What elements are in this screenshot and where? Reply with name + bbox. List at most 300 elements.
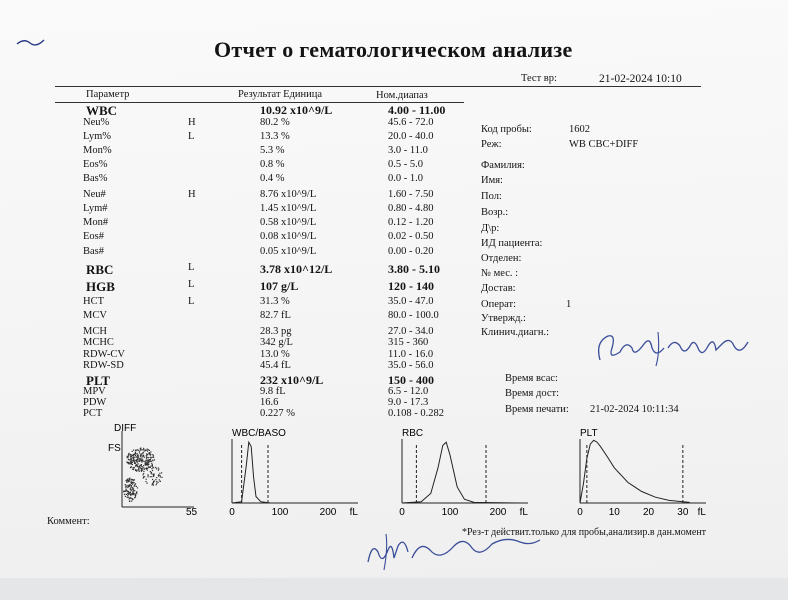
- diff-point: [146, 455, 147, 456]
- row-result: 31.3 %: [260, 296, 290, 307]
- diff-point: [144, 463, 145, 464]
- diff-point: [132, 484, 133, 485]
- info-label: № мес. :: [481, 268, 519, 279]
- info-label: Достав:: [481, 283, 516, 294]
- diff-point: [161, 472, 162, 473]
- diff-point: [138, 455, 139, 456]
- row-result: 13.3 %: [260, 131, 290, 142]
- row-range: 27.0 - 34.0: [388, 326, 434, 337]
- diff-point: [153, 455, 154, 456]
- info-label: Утвержд.:: [481, 313, 526, 324]
- diff-point: [138, 463, 139, 464]
- diff-point: [144, 457, 145, 458]
- diff-point: [125, 487, 126, 488]
- diff-point: [143, 473, 144, 474]
- diff-point: [146, 467, 147, 468]
- row-flag: H: [188, 189, 196, 200]
- column-param: Параметр: [86, 89, 130, 100]
- diff-point: [135, 463, 136, 464]
- diff-point: [133, 460, 134, 461]
- info-label: Код пробы:: [481, 124, 532, 135]
- diff-point: [156, 483, 157, 484]
- diff-point: [135, 483, 136, 484]
- diff-point: [134, 497, 135, 498]
- diff-point: [147, 483, 148, 484]
- diff-point: [129, 494, 130, 495]
- row-param-name: WBC: [86, 103, 118, 118]
- diff-point: [129, 498, 130, 499]
- diff-point: [150, 467, 151, 468]
- row-param-name: Lym#: [83, 203, 108, 214]
- report-title: Отчет о гематологическом анализе: [214, 37, 573, 62]
- diff-point: [130, 492, 131, 493]
- diff-point: [138, 460, 139, 461]
- row-param-name: HGB: [86, 279, 115, 294]
- diff-point: [141, 471, 142, 472]
- row-param-name: Neu%: [83, 117, 110, 128]
- row-range: 0.80 - 4.80: [388, 203, 434, 214]
- diff-point: [139, 452, 140, 453]
- diff-x-end-label: 55: [186, 507, 198, 515]
- row-param-name: RDW-SD: [83, 360, 124, 371]
- diff-point: [136, 459, 137, 460]
- diff-point: [149, 450, 150, 451]
- row-range: 3.0 - 11.0: [388, 145, 428, 156]
- diff-point: [140, 448, 141, 449]
- diff-point: [147, 451, 148, 452]
- diff-point: [143, 448, 144, 449]
- row-result: 28.3 pg: [260, 326, 292, 337]
- row-result: 5.3 %: [260, 145, 285, 156]
- diff-point: [132, 455, 133, 456]
- diff-point: [136, 491, 137, 492]
- row-range: 20.0 - 40.0: [388, 131, 434, 142]
- row-range: 1.60 - 7.50: [388, 189, 434, 200]
- diff-point: [159, 479, 160, 480]
- row-param-name: PDW: [83, 397, 107, 408]
- row-result: 0.4 %: [260, 173, 285, 184]
- row-range: 6.5 - 12.0: [388, 386, 429, 397]
- diff-point: [139, 451, 140, 452]
- row-flag: L: [188, 279, 195, 290]
- doctor-signature: [590, 322, 760, 374]
- bottom-signature: [360, 528, 550, 574]
- diff-point: [134, 479, 135, 480]
- time-label: Время дост:: [505, 388, 560, 399]
- diff-axis-label: FS: [108, 443, 121, 454]
- diff-point: [148, 475, 149, 476]
- row-param-name: Lym%: [83, 131, 111, 142]
- diff-point: [127, 457, 128, 458]
- diff-point: [136, 460, 137, 461]
- diff-point: [136, 471, 137, 472]
- diff-point: [135, 452, 136, 453]
- histogram-tick-label: 200: [319, 507, 337, 517]
- row-param-name: RDW-CV: [83, 349, 125, 360]
- diff-point: [137, 449, 138, 450]
- diff-point: [152, 470, 153, 471]
- diff-point: [128, 493, 129, 494]
- diff-point: [152, 465, 153, 466]
- diff-point: [136, 456, 137, 457]
- histogram-curve: [402, 442, 522, 503]
- diff-scatter-chart: [108, 423, 198, 515]
- info-value: 1602: [569, 124, 590, 135]
- row-flag: H: [188, 117, 196, 128]
- diff-point: [130, 489, 131, 490]
- row-result: 1.45 x10^9/L: [260, 203, 317, 214]
- diff-point: [141, 459, 142, 460]
- diff-point: [139, 466, 140, 467]
- row-param-name: RBC: [86, 262, 114, 277]
- diff-point: [132, 492, 133, 493]
- histogram-title: RBC: [402, 428, 424, 439]
- diff-point: [128, 480, 129, 481]
- diff-point: [158, 470, 159, 471]
- row-param-name: MCH: [83, 326, 107, 337]
- diff-point: [137, 462, 138, 463]
- footnote: *Рез-т действит.только для пробы,анализир.в дан.момент: [462, 527, 707, 538]
- row-result: 3.78 x10^12/L: [260, 262, 333, 276]
- diff-point: [145, 449, 146, 450]
- diff-point: [153, 474, 154, 475]
- diff-point: [151, 476, 152, 477]
- row-result: 45.4 fL: [260, 360, 291, 371]
- plt-histogram: [570, 425, 710, 517]
- diff-point: [136, 464, 137, 465]
- diff-point: [150, 461, 151, 462]
- diff-title: DIFF: [114, 423, 137, 434]
- diff-point: [145, 461, 146, 462]
- diff-point: [146, 460, 147, 461]
- diff-point: [156, 484, 157, 485]
- diff-point: [131, 490, 132, 491]
- row-range: 11.0 - 16.0: [388, 349, 434, 360]
- diff-point: [137, 453, 138, 454]
- diff-point: [128, 459, 129, 460]
- row-result: 13.0 %: [260, 349, 290, 360]
- diff-point: [162, 477, 163, 478]
- diff-point: [126, 480, 127, 481]
- row-result: 0.05 x10^9/L: [260, 246, 317, 257]
- diff-point: [135, 470, 136, 471]
- diff-point: [147, 470, 148, 471]
- histogram-unit-label: fL: [519, 507, 528, 517]
- diff-point: [133, 488, 134, 489]
- diff-point: [125, 484, 126, 485]
- diff-point: [132, 482, 133, 483]
- row-param-name: Eos#: [83, 231, 104, 242]
- diff-point: [134, 457, 135, 458]
- row-param-name: PLT: [86, 373, 111, 388]
- diff-point: [151, 457, 152, 458]
- diff-point: [126, 481, 127, 482]
- diff-point: [135, 455, 136, 456]
- time-value: 21-02-2024 10:11:34: [590, 404, 679, 415]
- row-result: 232 x10^9/L: [260, 373, 324, 387]
- diff-point: [144, 469, 145, 470]
- comment-label: Коммент:: [47, 516, 90, 527]
- histogram-tick-label: 200: [489, 507, 507, 517]
- info-label: Возр.:: [481, 207, 509, 218]
- diff-point: [142, 452, 143, 453]
- row-result: 0.58 x10^9/L: [260, 217, 317, 228]
- row-range: 35.0 - 56.0: [388, 360, 434, 371]
- diff-point: [155, 479, 156, 480]
- row-param-name: Eos%: [83, 159, 108, 170]
- row-result: 0.08 x10^9/L: [260, 231, 317, 242]
- row-result: 16.6: [260, 397, 279, 408]
- diff-point: [150, 466, 151, 467]
- row-result: 0.8 %: [260, 159, 285, 170]
- diff-point: [133, 458, 134, 459]
- diff-point: [149, 452, 150, 453]
- histogram-tick-label: 20: [643, 507, 655, 517]
- diff-point: [130, 495, 131, 496]
- diff-points: [123, 448, 163, 503]
- diff-point: [128, 455, 129, 456]
- diff-point: [129, 454, 130, 455]
- test-time-label: Тест вр:: [521, 73, 557, 84]
- row-result: 82.7 fL: [260, 310, 291, 321]
- info-label: Отделен:: [481, 253, 522, 264]
- diff-point: [128, 485, 129, 486]
- histogram-tick-label: 30: [677, 507, 689, 517]
- diff-point: [145, 481, 146, 482]
- diff-point: [146, 453, 147, 454]
- diff-point: [126, 486, 127, 487]
- diff-point: [131, 485, 132, 486]
- diff-point: [146, 464, 147, 465]
- diff-point: [150, 476, 151, 477]
- header-rule-top: [55, 86, 701, 87]
- row-range: 0.5 - 5.0: [388, 159, 423, 170]
- row-result: 10.92 x10^9/L: [260, 103, 333, 117]
- diff-point: [152, 474, 153, 475]
- diff-point: [148, 464, 149, 465]
- diff-point: [133, 490, 134, 491]
- diff-point: [150, 471, 151, 472]
- column-result: Результат Единица: [238, 89, 323, 100]
- row-range: 80.0 - 100.0: [388, 310, 439, 321]
- histogram-tick-label: 100: [271, 507, 289, 517]
- row-range: 0.0 - 1.0: [388, 173, 423, 184]
- diff-point: [131, 458, 132, 459]
- diff-point: [160, 475, 161, 476]
- diff-point: [141, 457, 142, 458]
- diff-point: [133, 482, 134, 483]
- diff-point: [130, 487, 131, 488]
- diff-point: [127, 462, 128, 463]
- diff-point: [158, 482, 159, 483]
- diff-point: [127, 479, 128, 480]
- diff-point: [155, 467, 156, 468]
- diff-point: [131, 481, 132, 482]
- diff-point: [146, 479, 147, 480]
- row-param-name: Mon%: [83, 145, 112, 156]
- row-param-name: HCT: [83, 296, 104, 307]
- row-param-name: MCHC: [83, 337, 114, 348]
- histogram-unit-label: fL: [697, 507, 706, 517]
- diff-point: [140, 467, 141, 468]
- row-param-name: Mon#: [83, 217, 109, 228]
- diff-point: [143, 455, 144, 456]
- diff-point: [125, 496, 126, 497]
- histogram-curve: [580, 440, 690, 503]
- row-range: 3.80 - 5.10: [388, 262, 440, 276]
- info-label: Д\р:: [481, 223, 500, 234]
- row-range: 4.00 - 11.00: [388, 103, 446, 117]
- diff-point: [139, 471, 140, 472]
- diff-point: [131, 466, 132, 467]
- diff-point: [152, 484, 153, 485]
- row-result: 80.2 %: [260, 117, 290, 128]
- diff-point: [137, 465, 138, 466]
- diff-point: [151, 463, 152, 464]
- diff-point: [142, 449, 143, 450]
- row-range: 0.12 - 1.20: [388, 217, 434, 228]
- diff-point: [153, 476, 154, 477]
- info-value: 1: [566, 299, 572, 310]
- diff-point: [129, 463, 130, 464]
- diff-point: [132, 469, 133, 470]
- diff-point: [138, 468, 139, 469]
- diff-point: [143, 467, 144, 468]
- row-range: 0.00 - 0.20: [388, 246, 434, 257]
- info-label: Реж:: [481, 139, 502, 150]
- diff-point: [159, 475, 160, 476]
- diff-point: [152, 467, 153, 468]
- diff-point: [148, 466, 149, 467]
- row-range: 45.6 - 72.0: [388, 117, 434, 128]
- diff-point: [150, 451, 151, 452]
- diff-point: [156, 477, 157, 478]
- info-label: Операт:: [481, 299, 517, 310]
- diff-point: [133, 457, 134, 458]
- info-value: WB CBC+DIFF: [569, 139, 639, 150]
- diff-point: [152, 464, 153, 465]
- row-range: 9.0 - 17.3: [388, 397, 429, 408]
- wbc-baso-histogram: [222, 425, 362, 517]
- diff-point: [139, 459, 140, 460]
- diff-point: [143, 461, 144, 462]
- row-range: 35.0 - 47.0: [388, 296, 434, 307]
- diff-point: [152, 454, 153, 455]
- row-range: 0.108 - 0.282: [388, 408, 444, 419]
- diff-point: [132, 462, 133, 463]
- diff-point: [138, 458, 139, 459]
- rbc-histogram: [392, 425, 532, 517]
- info-label: Имя:: [481, 175, 503, 186]
- diff-point: [130, 459, 131, 460]
- histogram-tick-label: 0: [399, 507, 405, 517]
- info-label: ИД пациента:: [481, 238, 543, 249]
- time-label: Время печати:: [505, 404, 569, 415]
- diff-point: [140, 456, 141, 457]
- diff-point: [154, 459, 155, 460]
- diff-point: [151, 468, 152, 469]
- row-result: 8.76 x10^9/L: [260, 189, 317, 200]
- diff-point: [150, 455, 151, 456]
- diff-point: [130, 498, 131, 499]
- diff-point: [132, 451, 133, 452]
- row-flag: L: [188, 296, 195, 307]
- diff-point: [126, 494, 127, 495]
- column-range: Ном.диапаз: [376, 90, 428, 101]
- diff-point: [137, 487, 138, 488]
- diff-point: [143, 476, 144, 477]
- diff-point: [143, 474, 144, 475]
- diff-point: [143, 471, 144, 472]
- diff-point: [141, 464, 142, 465]
- diff-point: [143, 465, 144, 466]
- row-flag: L: [188, 131, 195, 142]
- row-param-name: MPV: [83, 386, 106, 397]
- row-range: 0.02 - 0.50: [388, 231, 434, 242]
- diff-point: [138, 469, 139, 470]
- diff-point: [132, 487, 133, 488]
- row-range: 315 - 360: [388, 337, 429, 348]
- diff-point: [135, 450, 136, 451]
- diff-point: [133, 467, 134, 468]
- diff-point: [133, 493, 134, 494]
- diff-point: [136, 493, 137, 494]
- diff-point: [148, 461, 149, 462]
- row-param-name: PCT: [83, 408, 103, 419]
- diff-point: [134, 453, 135, 454]
- diff-point: [131, 501, 132, 502]
- diff-point: [147, 457, 148, 458]
- diff-point: [130, 462, 131, 463]
- histogram-tick-label: 100: [441, 507, 459, 517]
- diff-point: [160, 476, 161, 477]
- diff-point: [135, 460, 136, 461]
- diff-point: [146, 457, 147, 458]
- diff-point: [147, 461, 148, 462]
- diff-point: [144, 450, 145, 451]
- row-result: 107 g/L: [260, 279, 299, 293]
- histogram-unit-label: fL: [349, 507, 358, 517]
- diff-point: [137, 457, 138, 458]
- diff-point: [159, 473, 160, 474]
- pen-mark: [14, 34, 54, 50]
- diff-point: [152, 479, 153, 480]
- row-range: 150 - 400: [388, 373, 434, 387]
- diff-point: [158, 467, 159, 468]
- diff-point: [127, 497, 128, 498]
- diff-point: [124, 494, 125, 495]
- histogram-tick-label: 0: [229, 507, 235, 517]
- diff-point: [127, 456, 128, 457]
- diff-point: [132, 464, 133, 465]
- diff-point: [127, 491, 128, 492]
- row-param-name: Bas#: [83, 246, 104, 257]
- diff-point: [130, 458, 131, 459]
- diff-point: [137, 469, 138, 470]
- info-label: Фамилия:: [481, 160, 525, 171]
- diff-point: [149, 459, 150, 460]
- info-label: Клинич.диагн.:: [481, 327, 550, 338]
- diff-point: [136, 486, 137, 487]
- diff-point: [128, 497, 129, 498]
- row-result: 0.227 %: [260, 408, 295, 419]
- diff-point: [140, 454, 141, 455]
- row-range: 120 - 140: [388, 279, 434, 293]
- histogram-tick-label: 10: [608, 507, 620, 517]
- viewer-bottom-bar: [0, 578, 788, 600]
- diff-point: [153, 457, 154, 458]
- diff-point: [142, 468, 143, 469]
